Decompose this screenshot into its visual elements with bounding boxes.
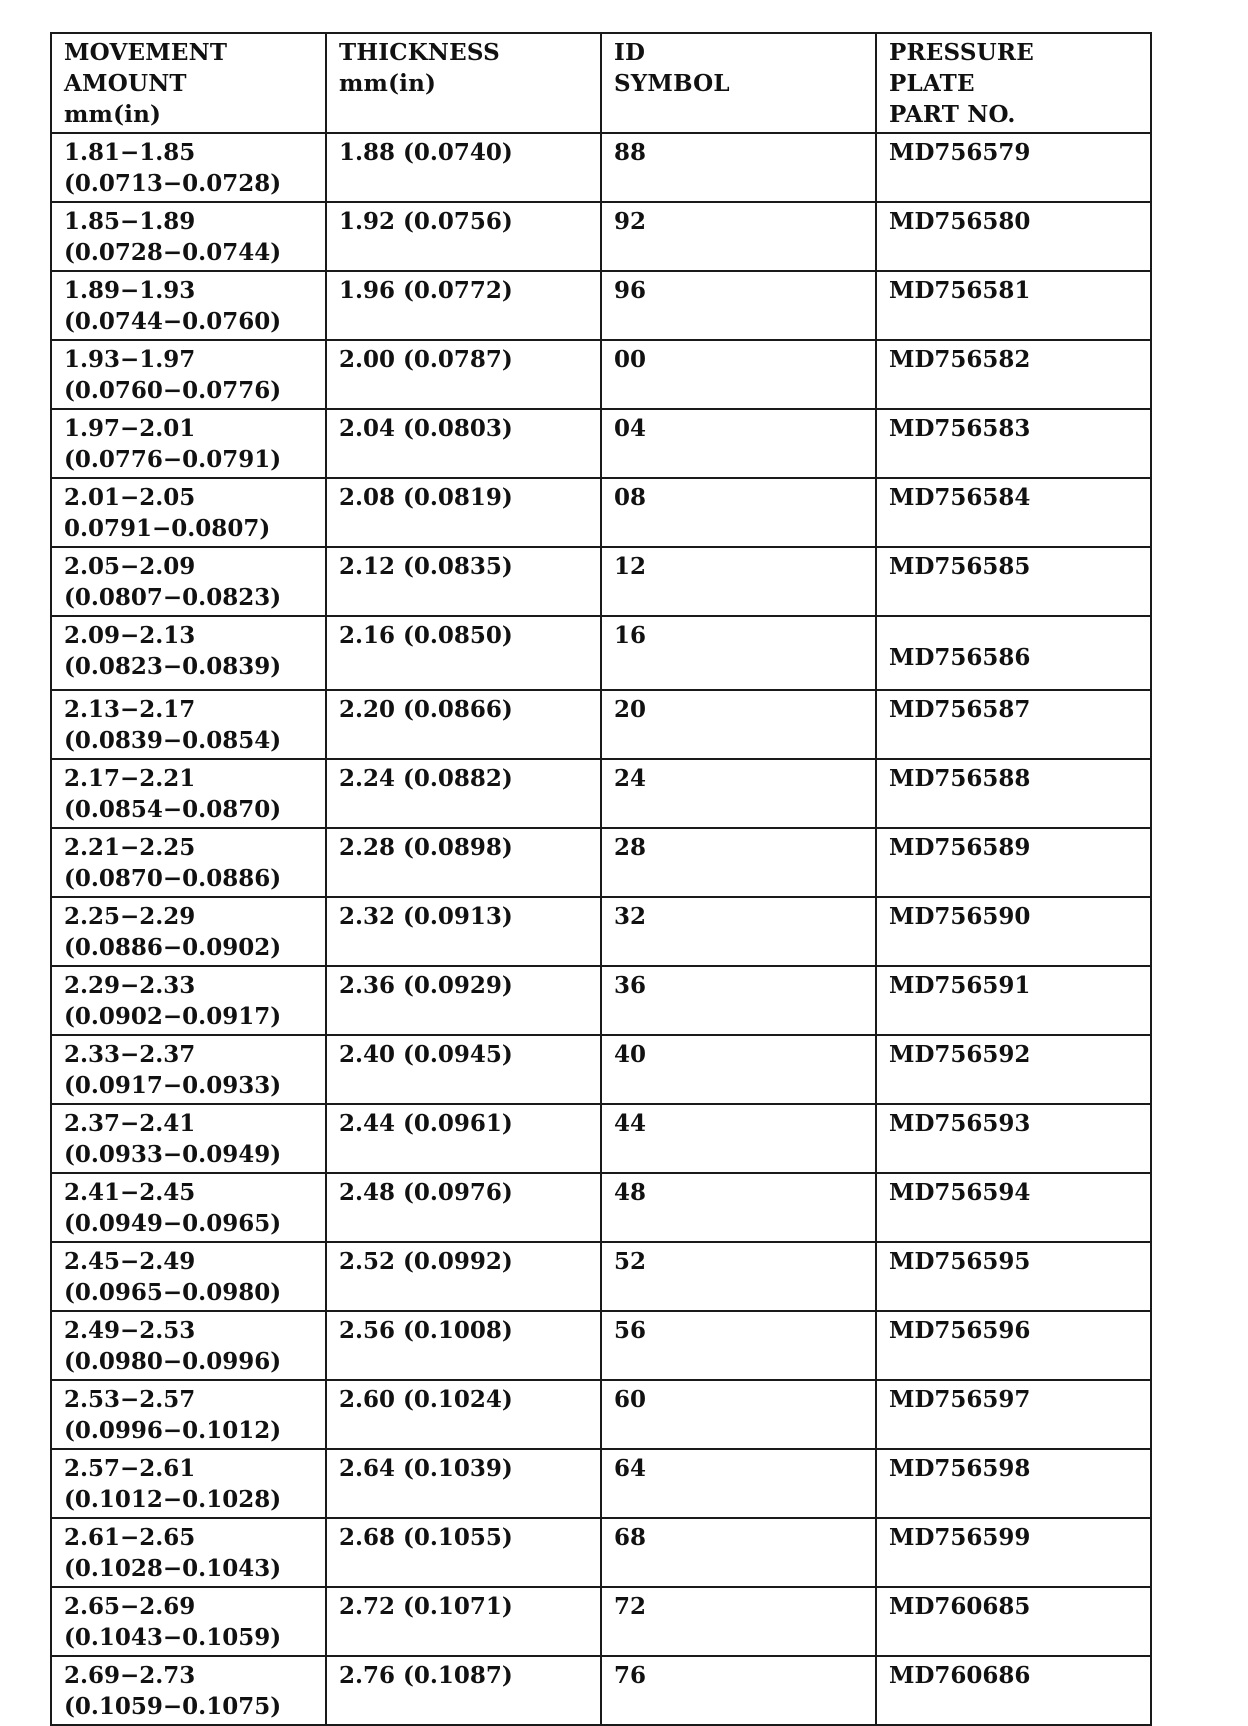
table-row: [51, 1311, 1151, 1380]
table-body: [51, 133, 1151, 1725]
header-pressure-plate-part-no: PRESSURE PLATE PART NO.: [876, 33, 1151, 133]
table-row: [51, 1587, 1151, 1656]
movement-amount-cell: 1.93−1.97 (0.0760−0.0776): [51, 340, 326, 409]
table-row: [51, 478, 1151, 547]
thickness-cell: 2.12 (0.0835): [326, 547, 601, 616]
id-symbol-cell: 72: [601, 1587, 876, 1656]
movement-amount-cell: 1.89−1.93 (0.0744−0.0760): [51, 271, 326, 340]
movement-amount-cell: 2.21−2.25 (0.0870−0.0886): [51, 828, 326, 897]
table-row: [51, 1518, 1151, 1587]
movement-amount-cell: 2.09−2.13 (0.0823−0.0839): [51, 616, 326, 690]
part-number-cell: MD756593: [876, 1104, 1151, 1173]
movement-amount-cell: 2.37−2.41 (0.0933−0.0949): [51, 1104, 326, 1173]
thickness-cell: 1.88 (0.0740): [326, 133, 601, 202]
part-number-cell: MD756589: [876, 828, 1151, 897]
table-row: [51, 1035, 1151, 1104]
table-row: [51, 1380, 1151, 1449]
id-symbol-cell: 96: [601, 271, 876, 340]
part-number-cell: MD756599: [876, 1518, 1151, 1587]
id-symbol-cell: 32: [601, 897, 876, 966]
movement-amount-cell: 2.61−2.65 (0.1028−0.1043): [51, 1518, 326, 1587]
table-row: [51, 1449, 1151, 1518]
id-symbol-cell: 00: [601, 340, 876, 409]
movement-amount-cell: 2.13−2.17 (0.0839−0.0854): [51, 690, 326, 759]
thickness-cell: 2.20 (0.0866): [326, 690, 601, 759]
part-number-cell: MD756583: [876, 409, 1151, 478]
thickness-cell: 2.48 (0.0976): [326, 1173, 601, 1242]
part-number-cell: MD756591: [876, 966, 1151, 1035]
movement-amount-cell: 1.97−2.01 (0.0776−0.0791): [51, 409, 326, 478]
movement-amount-cell: 2.53−2.57 (0.0996−0.1012): [51, 1380, 326, 1449]
part-number-cell: MD756580: [876, 202, 1151, 271]
thickness-cell: 1.92 (0.0756): [326, 202, 601, 271]
thickness-cell: 2.40 (0.0945): [326, 1035, 601, 1104]
table-row: [51, 271, 1151, 340]
id-symbol-cell: 64: [601, 1449, 876, 1518]
thickness-cell: 2.76 (0.1087): [326, 1656, 601, 1725]
thickness-cell: 2.08 (0.0819): [326, 478, 601, 547]
movement-amount-cell: 2.29−2.33 (0.0902−0.0917): [51, 966, 326, 1035]
movement-amount-cell: 2.65−2.69 (0.1043−0.1059): [51, 1587, 326, 1656]
movement-amount-cell: 2.45−2.49 (0.0965−0.0980): [51, 1242, 326, 1311]
table-row: [51, 690, 1151, 759]
id-symbol-cell: 52: [601, 1242, 876, 1311]
part-number-cell: MD756586: [876, 616, 1151, 690]
pressure-plate-selection-table: [50, 32, 1152, 1726]
part-number-cell: MD756587: [876, 690, 1151, 759]
movement-amount-cell: 2.17−2.21 (0.0854−0.0870): [51, 759, 326, 828]
table-row: [51, 759, 1151, 828]
movement-amount-cell: 2.49−2.53 (0.0980−0.0996): [51, 1311, 326, 1380]
thickness-cell: 2.16 (0.0850): [326, 616, 601, 690]
part-number-cell: MD756595: [876, 1242, 1151, 1311]
table-row: [51, 202, 1151, 271]
table-row: [51, 409, 1151, 478]
thickness-cell: 2.28 (0.0898): [326, 828, 601, 897]
part-number-cell: MD756579: [876, 133, 1151, 202]
part-number-cell: MD756590: [876, 897, 1151, 966]
movement-amount-cell: 2.69−2.73 (0.1059−0.1075): [51, 1656, 326, 1725]
part-number-cell: MD760685: [876, 1587, 1151, 1656]
movement-amount-cell: 2.33−2.37 (0.0917−0.0933): [51, 1035, 326, 1104]
movement-amount-cell: 2.01−2.05 0.0791−0.0807): [51, 478, 326, 547]
movement-amount-cell: 1.85−1.89 (0.0728−0.0744): [51, 202, 326, 271]
thickness-cell: 2.36 (0.0929): [326, 966, 601, 1035]
part-number-cell: MD756594: [876, 1173, 1151, 1242]
id-symbol-cell: 60: [601, 1380, 876, 1449]
part-number-cell: MD760686: [876, 1656, 1151, 1725]
header-row: [51, 33, 1151, 133]
id-symbol-cell: 04: [601, 409, 876, 478]
id-symbol-cell: 20: [601, 690, 876, 759]
movement-amount-cell: 2.57−2.61 (0.1012−0.1028): [51, 1449, 326, 1518]
thickness-cell: 2.24 (0.0882): [326, 759, 601, 828]
part-number-cell: MD756592: [876, 1035, 1151, 1104]
id-symbol-cell: 48: [601, 1173, 876, 1242]
table-row: [51, 966, 1151, 1035]
thickness-cell: 2.56 (0.1008): [326, 1311, 601, 1380]
movement-amount-cell: 1.81−1.85 (0.0713−0.0728): [51, 133, 326, 202]
header-movement-amount: MOVEMENT AMOUNT mm(in): [51, 33, 326, 133]
part-number-cell: MD756596: [876, 1311, 1151, 1380]
part-number-cell: MD756584: [876, 478, 1151, 547]
id-symbol-cell: 28: [601, 828, 876, 897]
id-symbol-cell: 24: [601, 759, 876, 828]
thickness-cell: 2.04 (0.0803): [326, 409, 601, 478]
table-row: [51, 1242, 1151, 1311]
thickness-cell: 2.44 (0.0961): [326, 1104, 601, 1173]
thickness-cell: 2.72 (0.1071): [326, 1587, 601, 1656]
id-symbol-cell: 68: [601, 1518, 876, 1587]
id-symbol-cell: 16: [601, 616, 876, 690]
table-row: [51, 1104, 1151, 1173]
id-symbol-cell: 88: [601, 133, 876, 202]
part-number-cell: MD756582: [876, 340, 1151, 409]
header-thickness: THICKNESS mm(in): [326, 33, 601, 133]
part-number-cell: MD756581: [876, 271, 1151, 340]
table-row: [51, 1656, 1151, 1725]
thickness-cell: 2.52 (0.0992): [326, 1242, 601, 1311]
table-row: [51, 133, 1151, 202]
thickness-cell: 2.00 (0.0787): [326, 340, 601, 409]
thickness-cell: 2.32 (0.0913): [326, 897, 601, 966]
table-row: [51, 616, 1151, 690]
thickness-cell: 2.64 (0.1039): [326, 1449, 601, 1518]
table-header: [51, 33, 1151, 133]
id-symbol-cell: 08: [601, 478, 876, 547]
part-number-cell: MD756588: [876, 759, 1151, 828]
id-symbol-cell: 56: [601, 1311, 876, 1380]
thickness-cell: 2.68 (0.1055): [326, 1518, 601, 1587]
header-id-symbol: ID SYMBOL: [601, 33, 876, 133]
part-number-cell: MD756598: [876, 1449, 1151, 1518]
movement-amount-cell: 2.05−2.09 (0.0807−0.0823): [51, 547, 326, 616]
thickness-cell: 2.60 (0.1024): [326, 1380, 601, 1449]
id-symbol-cell: 92: [601, 202, 876, 271]
table-row: [51, 828, 1151, 897]
id-symbol-cell: 36: [601, 966, 876, 1035]
table-row: [51, 1173, 1151, 1242]
id-symbol-cell: 40: [601, 1035, 876, 1104]
table-row: [51, 340, 1151, 409]
table-row: [51, 547, 1151, 616]
part-number-cell: MD756597: [876, 1380, 1151, 1449]
part-number-cell: MD756585: [876, 547, 1151, 616]
table-row: [51, 897, 1151, 966]
thickness-cell: 1.96 (0.0772): [326, 271, 601, 340]
id-symbol-cell: 44: [601, 1104, 876, 1173]
id-symbol-cell: 12: [601, 547, 876, 616]
id-symbol-cell: 76: [601, 1656, 876, 1725]
movement-amount-cell: 2.41−2.45 (0.0949−0.0965): [51, 1173, 326, 1242]
movement-amount-cell: 2.25−2.29 (0.0886−0.0902): [51, 897, 326, 966]
